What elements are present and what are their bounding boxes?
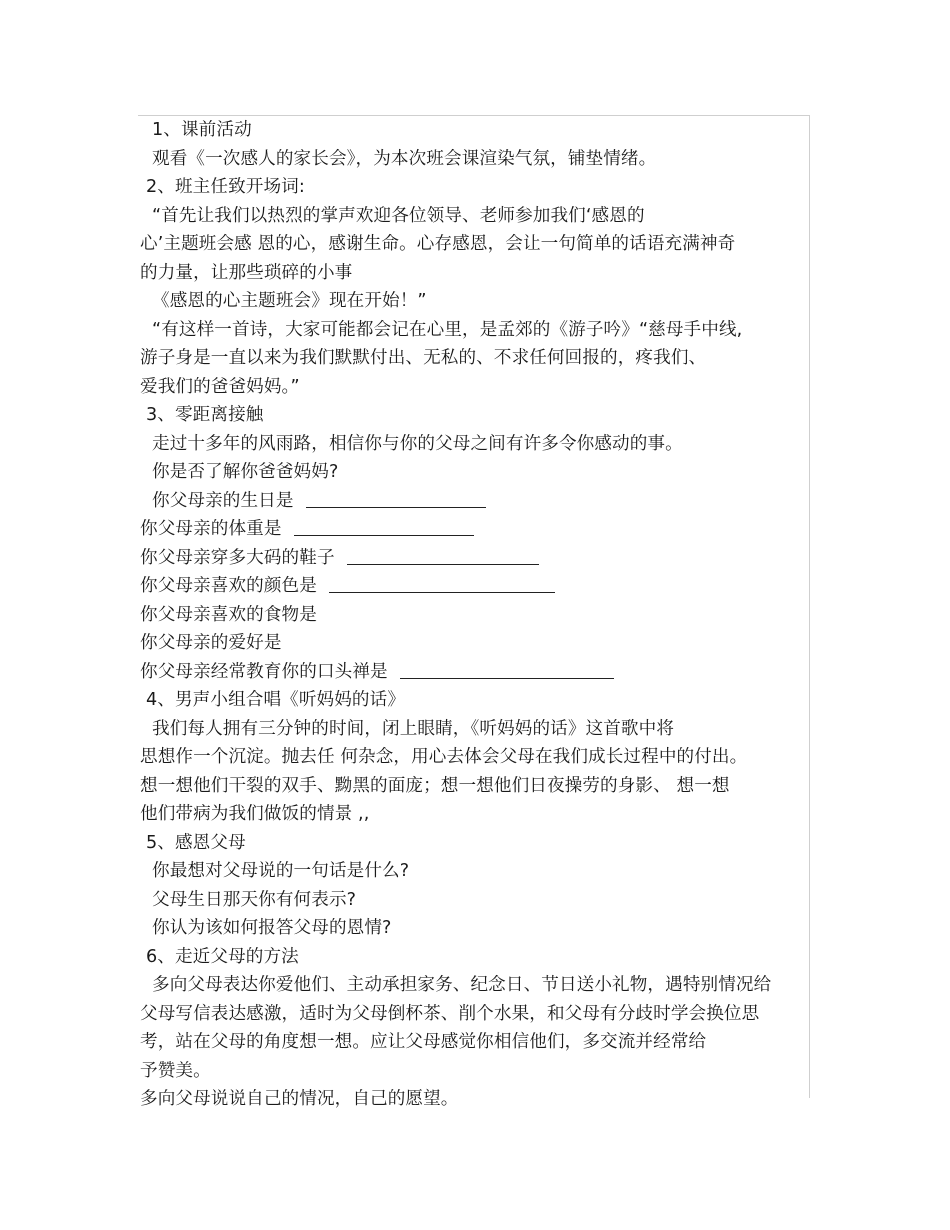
question-catchphrase-label: 你父母亲经常教育你的口头禅是 — [140, 661, 388, 682]
opening-speech-line-5: “有这样一首诗，大家可能都会记在心里，是孟郊的《游子吟》“慈母手中线, — [152, 319, 743, 340]
section-4-line-1: 我们每人拥有三分钟的时间，闭上眼睛，《听妈妈的话》这首歌中将 — [152, 718, 675, 739]
section-5-question-3: 你认为该如何报答父母的恩情? — [152, 918, 392, 938]
section-6-line-4: 予赞美。 — [140, 1060, 211, 1081]
question-birthday-label: 你父母亲的生日是 — [152, 490, 294, 511]
section-4-heading: 4、男声小组合唱《听妈妈的话》 — [146, 690, 406, 710]
opening-speech-line-6: 游子身是一直以来为我们默默付出、无私的、不求任何回报的，疼我们、 — [140, 348, 707, 368]
answer-blank-weight — [294, 517, 474, 536]
question-hobby: 你父母亲的爱好是 — [140, 633, 282, 653]
section-4-line-2: 思想作一个沉淀。抛去任 何杂念，用心去体会父母在我们成长过程中的付出。 — [140, 747, 748, 767]
opening-speech-line-2: 心’主题班会感 恩的心，感谢生命。心存感恩，会让一句简单的话语充满神奇 — [140, 234, 736, 254]
question-shoe-size-label: 你父母亲穿多大码的鞋子 — [140, 547, 335, 568]
question-color-label: 你父母亲喜欢的颜色是 — [140, 576, 317, 596]
question-birthday — [140, 487, 812, 516]
section-5-question-1: 你最想对父母说的一句话是什么? — [152, 861, 410, 881]
section-2-heading: 2、班主任致开场词: — [146, 177, 305, 197]
section-3-paragraph: 走过十多年的风雨路，相信你与你的父母之间有许多令你感动的事。 — [152, 433, 683, 454]
answer-blank-shoe-size — [347, 546, 539, 565]
section-6-line-5: 多向父母说说自己的情况，自己的愿望。 — [140, 1089, 459, 1109]
answer-blank-catchphrase — [400, 660, 614, 679]
section-6-heading: 6、走近父母的方法 — [146, 946, 299, 967]
section-1-heading: 1、课前活动 — [152, 120, 252, 140]
section-1-paragraph: 观看《一次感人的家长会》，为本次班会课渲染气氛，铺垫情绪。 — [152, 148, 657, 169]
section-4-line-4: 他们带病为我们做饭的情景 ,, — [140, 804, 370, 824]
opening-speech-line-4: 《感恩的心主题班会》现在开始！” — [152, 291, 427, 311]
question-weight-label: 你父母亲的体重是 — [140, 519, 282, 539]
opening-speech-line-3: 的力量，让那些琐碎的小事 — [140, 262, 353, 283]
answer-blank-color — [329, 574, 555, 593]
section-5-heading: 5、感恩父母 — [146, 832, 246, 853]
section-3-heading: 3、零距离接触 — [146, 405, 264, 425]
section-5-question-2: 父母生日那天你有何表示? — [152, 889, 357, 910]
section-6-line-2: 父母写信表达感激，适时为父母倒杯茶、削个水果，和父母有分歧时学会换位思 — [140, 1003, 760, 1024]
section-6-line-3: 考，站在父母的角度想一想。应让父母感觉你相信他们，多交流并经常给 — [140, 1032, 707, 1052]
question-shoe-size — [140, 544, 812, 573]
question-food: 你父母亲喜欢的食物是 — [140, 604, 317, 625]
section-4-line-3: 想一想他们干裂的双手、黝黑的面庞；想一想他们日夜操劳的身影、 想一想 — [140, 775, 730, 796]
question-weight — [140, 515, 812, 544]
section-3-question: 你是否了解你爸爸妈妈? — [152, 462, 339, 482]
opening-speech-line-7: 爱我们的爸爸妈妈。” — [140, 376, 300, 397]
document-body — [140, 116, 812, 1114]
opening-speech-line-1: “首先让我们以热烈的掌声欢迎各位领导、老师参加我们‘感恩的 — [152, 205, 645, 226]
question-catchphrase — [140, 658, 812, 687]
answer-blank-birthday — [306, 489, 486, 508]
question-color — [140, 572, 812, 601]
section-6-line-1: 多向父母表达你爱他们、主动承担家务、纪念日、节日送小礼物，遇特别情况给 — [152, 975, 772, 995]
